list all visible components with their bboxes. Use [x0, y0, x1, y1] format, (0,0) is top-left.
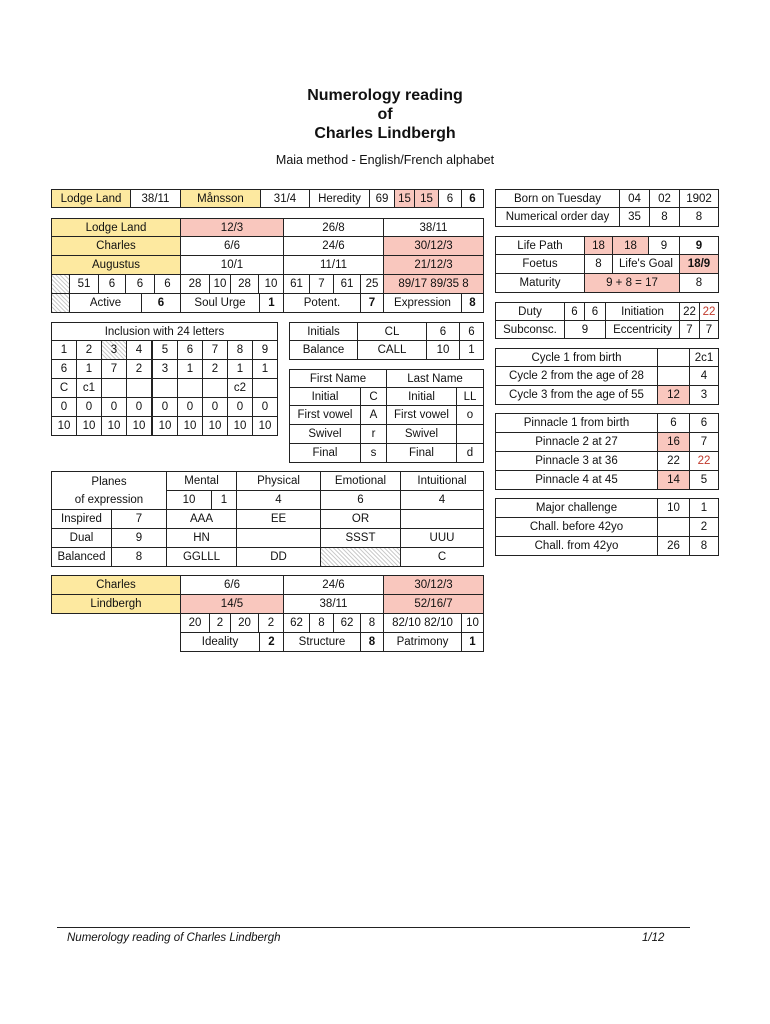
balanced-emotional-hatched	[320, 547, 401, 567]
lindbergh-label: Lindbergh	[51, 594, 181, 614]
structure-value: 8	[360, 632, 384, 652]
balance-n2: 1	[459, 340, 484, 360]
inclusion-cell	[202, 378, 228, 398]
inspired-label: Inspired	[51, 509, 112, 529]
challenge-label: Chall. from 42yo	[495, 536, 658, 556]
dual-label: Dual	[51, 528, 112, 548]
inclusion-cell	[252, 378, 278, 398]
inclusion-cell: 1	[177, 359, 203, 379]
physical-header: Physical	[236, 471, 321, 491]
emotional-header: Emotional	[320, 471, 401, 491]
inclusion-cell: 7	[101, 359, 127, 379]
intuitional-header: Intuitional	[400, 471, 484, 491]
balanced-value: 8	[111, 547, 167, 567]
cycle-a	[657, 348, 690, 367]
mansson-value: 31/4	[260, 189, 310, 208]
numerical-n1: 35	[619, 207, 650, 227]
duty-label: Duty	[495, 302, 565, 321]
numerical-n2: 8	[649, 207, 680, 227]
balanced-mental: GGLLL	[166, 547, 237, 567]
name-row-label: Augustus	[51, 255, 181, 275]
initials-value: CL	[357, 322, 427, 341]
balanced-label: Balanced	[51, 547, 112, 567]
final-first: s	[360, 443, 387, 463]
initials-label: Initials	[289, 322, 358, 341]
first-vowel-label-last: First vowel	[386, 405, 457, 425]
charles-v3: 30/12/3	[383, 575, 484, 595]
name-row-v3: 21/12/3	[383, 255, 484, 275]
cycle-label: Cycle 2 from the age of 28	[495, 366, 658, 386]
challenge-a	[657, 517, 690, 537]
footer-divider	[57, 927, 690, 928]
first-vowel-first: A	[360, 405, 387, 425]
balance-label: Balance	[289, 340, 358, 360]
inclusion-cell: 10	[202, 416, 228, 436]
footer-page-number: 1/12	[642, 932, 665, 944]
inspired-emotional: OR	[320, 509, 401, 529]
lodge-land-value: 38/11	[130, 189, 181, 208]
inclusion-cell: 0	[51, 397, 77, 417]
swivel-last	[456, 424, 484, 444]
first-vowel-label: First vowel	[289, 405, 361, 425]
sum-cell: 7	[309, 274, 334, 294]
pinnacle-a: 6	[657, 413, 690, 433]
inclusion-cell	[152, 378, 178, 398]
pinnacle-b: 6	[689, 413, 719, 433]
initiation-v1: 22	[679, 302, 700, 321]
heredity-v4: 6	[438, 189, 462, 208]
sum-cell: 10	[209, 274, 231, 294]
swivel-label-last: Swivel	[386, 424, 457, 444]
inclusion-cell: 1	[227, 359, 253, 379]
bottom-sum: 2	[209, 613, 231, 633]
dual-intuitional: UUU	[400, 528, 484, 548]
inspired-mental: AAA	[166, 509, 237, 529]
inclusion-cell: 0	[227, 397, 253, 417]
potent-label: Potent.	[283, 293, 361, 313]
pinnacle-label: Pinnacle 2 at 27	[495, 432, 658, 452]
inclusion-cell: 10	[101, 416, 127, 436]
born-label: Born on Tuesday	[495, 189, 620, 208]
inclusion-cell: 5	[152, 340, 178, 360]
challenge-b: 2	[689, 517, 719, 537]
inclusion-title: Inclusion with 24 letters	[51, 322, 278, 341]
name-row-label: Charles	[51, 236, 181, 256]
inclusion-cell	[126, 378, 152, 398]
inclusion-cell: 0	[126, 397, 152, 417]
ideality-value: 2	[259, 632, 284, 652]
patrimony-label: Patrimony	[383, 632, 462, 652]
pinnacle-label: Pinnacle 3 at 36	[495, 451, 658, 471]
numerical-order-label: Numerical order day	[495, 207, 620, 227]
first-name-header: First Name	[289, 369, 387, 388]
sum-cell: 28	[180, 274, 210, 294]
heredity-v1: 69	[369, 189, 395, 208]
page-title-line2: of	[377, 106, 393, 123]
duty-v2: 6	[584, 302, 606, 321]
page-title-line3: Charles Lindbergh	[314, 125, 456, 142]
mansson-label: Månsson	[180, 189, 261, 208]
dual-value: 9	[111, 528, 167, 548]
name-row-v1: 10/1	[180, 255, 284, 275]
inclusion-cell: 1	[76, 359, 102, 379]
pinnacle-b: 22	[689, 451, 719, 471]
initials-n1: 6	[426, 322, 460, 341]
maturity-label: Maturity	[495, 273, 585, 293]
sum-cell: 10	[258, 274, 284, 294]
initial-label-last: Initial	[386, 387, 457, 406]
charles-v2: 24/6	[283, 575, 384, 595]
expression-value: 8	[461, 293, 484, 313]
lindbergh-v2: 38/11	[283, 594, 384, 614]
challenge-a: 26	[657, 536, 690, 556]
challenge-b: 8	[689, 536, 719, 556]
pinnacle-b: 5	[689, 470, 719, 490]
life-path-v1: 18	[584, 236, 613, 255]
challenge-label: Chall. before 42yo	[495, 517, 658, 537]
bottom-sum: 62	[283, 613, 310, 633]
inclusion-cell: 1	[51, 340, 77, 360]
eccentricity-label: Eccentricity	[605, 320, 680, 339]
eccentricity-v2: 7	[699, 320, 719, 339]
pinnacle-a: 14	[657, 470, 690, 490]
hatched-cell	[51, 293, 70, 313]
sum-cell: 6	[125, 274, 155, 294]
eccentricity-v1: 7	[679, 320, 700, 339]
inclusion-cell: 2	[76, 340, 102, 360]
expression-intuitional: 4	[400, 490, 484, 510]
inclusion-cell: 6	[51, 359, 77, 379]
initiation-label: Initiation	[605, 302, 680, 321]
foetus-label: Foetus	[495, 254, 585, 274]
inclusion-cell: 8	[227, 340, 253, 360]
inclusion-cell: 0	[101, 397, 127, 417]
inclusion-cell: 10	[252, 416, 278, 436]
life-path-label: Life Path	[495, 236, 585, 255]
inclusion-cell: 2	[202, 359, 228, 379]
inclusion-cell: c1	[76, 378, 102, 398]
inclusion-cell: C	[51, 378, 77, 398]
name-row-v3: 30/12/3	[383, 236, 484, 256]
cycle-a: 12	[657, 385, 690, 405]
initials-n2: 6	[459, 322, 484, 341]
inclusion-cell: 10	[51, 416, 77, 436]
inclusion-cell: 6	[177, 340, 203, 360]
structure-label: Structure	[283, 632, 361, 652]
pinnacle-a: 22	[657, 451, 690, 471]
bottom-sum: 20	[230, 613, 259, 633]
inclusion-cell: 9	[252, 340, 278, 360]
expression-label: Expression	[383, 293, 462, 313]
ideality-label: Ideality	[180, 632, 260, 652]
maturity-equation: 9 + 8 = 17	[584, 273, 680, 293]
name-row-label: Lodge Land	[51, 218, 181, 237]
inclusion-cell: 0	[177, 397, 203, 417]
swivel-first: r	[360, 424, 387, 444]
expression-mental: 10	[166, 490, 212, 510]
name-row-v1: 12/3	[180, 218, 284, 237]
foetus-value: 8	[584, 254, 613, 274]
lodge-land-label: Lodge Land	[51, 189, 131, 208]
soul-urge-value: 1	[259, 293, 284, 313]
pinnacle-label: Pinnacle 1 from birth	[495, 413, 658, 433]
inclusion-cell: c2	[227, 378, 253, 398]
initial-label: Initial	[289, 387, 361, 406]
maturity-value: 8	[679, 273, 719, 293]
charles-label: Charles	[51, 575, 181, 595]
final-last: d	[456, 443, 484, 463]
sum-cell: 6	[98, 274, 126, 294]
inclusion-cell: 0	[152, 397, 178, 417]
duty-v1: 6	[564, 302, 585, 321]
life-path-v3: 9	[648, 236, 680, 255]
inclusion-cell: 10	[227, 416, 253, 436]
active-label: Active	[69, 293, 142, 313]
last-name-header: Last Name	[386, 369, 484, 388]
sum-cell: 51	[69, 274, 99, 294]
hatched-cell	[51, 274, 70, 294]
bottom-sum: 8	[360, 613, 384, 633]
inspired-intuitional	[400, 509, 484, 529]
inclusion-cell: 7	[202, 340, 228, 360]
life-path-v4: 9	[679, 236, 719, 255]
balance-value: CALL	[357, 340, 427, 360]
inclusion-cell: 10	[177, 416, 203, 436]
inclusion-cell: 1	[252, 359, 278, 379]
inclusion-cell: 10	[126, 416, 152, 436]
heredity-v2: 15	[394, 189, 415, 208]
sum-cell: 61	[333, 274, 361, 294]
expression-physical: 4	[236, 490, 321, 510]
name-row-v2: 26/8	[283, 218, 384, 237]
lindbergh-v3: 52/16/7	[383, 594, 484, 614]
inclusion-cell	[101, 378, 127, 398]
mental-header: Mental	[166, 471, 237, 491]
cycle-a	[657, 366, 690, 386]
pinnacle-label: Pinnacle 4 at 45	[495, 470, 658, 490]
potent-value: 7	[360, 293, 384, 313]
lindbergh-v1: 14/5	[180, 594, 284, 614]
page-title-line1: Numerology reading	[307, 87, 463, 104]
cycle-b: 4	[689, 366, 719, 386]
patrimony-value: 1	[461, 632, 484, 652]
swivel-label: Swivel	[289, 424, 361, 444]
charles-v1: 6/6	[180, 575, 284, 595]
final-label-last: Final	[386, 443, 457, 463]
name-row-v2: 11/11	[283, 255, 384, 275]
inclusion-cell: 10	[152, 416, 178, 436]
inclusion-cell: 0	[76, 397, 102, 417]
subconscious-value: 9	[564, 320, 606, 339]
planes-label: Planes	[51, 471, 167, 491]
subconscious-label: Subconsc.	[495, 320, 565, 339]
inclusion-cell: 3	[152, 359, 178, 379]
bottom-sum: 20	[180, 613, 210, 633]
cycle-label: Cycle 1 from birth	[495, 348, 658, 367]
name-row-v3: 38/11	[383, 218, 484, 237]
heredity-v3: 15	[414, 189, 439, 208]
soul-urge-label: Soul Urge	[180, 293, 260, 313]
initiation-v2: 22	[699, 302, 719, 321]
sum-cell: 6	[154, 274, 181, 294]
balance-n1: 10	[426, 340, 460, 360]
expression-emotional: 6	[320, 490, 401, 510]
inclusion-cell: 0	[202, 397, 228, 417]
pinnacle-a: 16	[657, 432, 690, 452]
name-row-v1: 6/6	[180, 236, 284, 256]
first-vowel-last: o	[456, 405, 484, 425]
initial-last: LL	[456, 387, 484, 406]
final-label: Final	[289, 443, 361, 463]
dual-mental: HN	[166, 528, 237, 548]
challenge-a: 10	[657, 498, 690, 518]
balanced-intuitional: C	[400, 547, 484, 567]
sum-cell: 89/17 89/35 8	[383, 274, 484, 294]
challenge-b: 1	[689, 498, 719, 518]
expression-mental-reduced: 1	[211, 490, 237, 510]
heredity-label: Heredity	[309, 189, 370, 208]
cycle-b: 2c1	[689, 348, 719, 367]
bottom-sum: 2	[258, 613, 284, 633]
bottom-sum: 8	[309, 613, 334, 633]
inclusion-cell	[177, 378, 203, 398]
life-path-v2: 18	[612, 236, 649, 255]
inclusion-cell: 10	[76, 416, 102, 436]
inspired-value: 7	[111, 509, 167, 529]
active-value: 6	[141, 293, 181, 313]
lifes-goal-label: Life's Goal	[612, 254, 680, 274]
cycle-b: 3	[689, 385, 719, 405]
inclusion-cell: 0	[252, 397, 278, 417]
born-year: 1902	[679, 189, 719, 208]
balanced-physical: DD	[236, 547, 321, 567]
sum-cell: 25	[360, 274, 384, 294]
born-day: 04	[619, 189, 650, 208]
initial-first: C	[360, 387, 387, 406]
born-month: 02	[649, 189, 680, 208]
footer-title: Numerology reading of Charles Lindbergh	[67, 932, 281, 944]
page-subtitle: Maia method - English/French alphabet	[275, 153, 495, 167]
lifes-goal-value: 18/9	[679, 254, 719, 274]
inspired-physical: EE	[236, 509, 321, 529]
cycle-label: Cycle 3 from the age of 55	[495, 385, 658, 405]
name-row-v2: 24/6	[283, 236, 384, 256]
challenge-label: Major challenge	[495, 498, 658, 518]
inclusion-cell: 3	[101, 340, 127, 360]
pinnacle-b: 7	[689, 432, 719, 452]
inclusion-cell: 2	[126, 359, 152, 379]
bottom-sum: 82/10 82/10	[383, 613, 462, 633]
dual-physical	[236, 528, 321, 548]
bottom-sum: 62	[333, 613, 361, 633]
dual-emotional: SSST	[320, 528, 401, 548]
heredity-v5: 6	[461, 189, 484, 208]
sum-cell: 28	[230, 274, 259, 294]
inclusion-cell: 4	[126, 340, 152, 360]
bottom-sum: 10	[461, 613, 484, 633]
numerical-n3: 8	[679, 207, 719, 227]
sum-cell: 61	[283, 274, 310, 294]
of-expression-label: of expression	[51, 490, 167, 510]
